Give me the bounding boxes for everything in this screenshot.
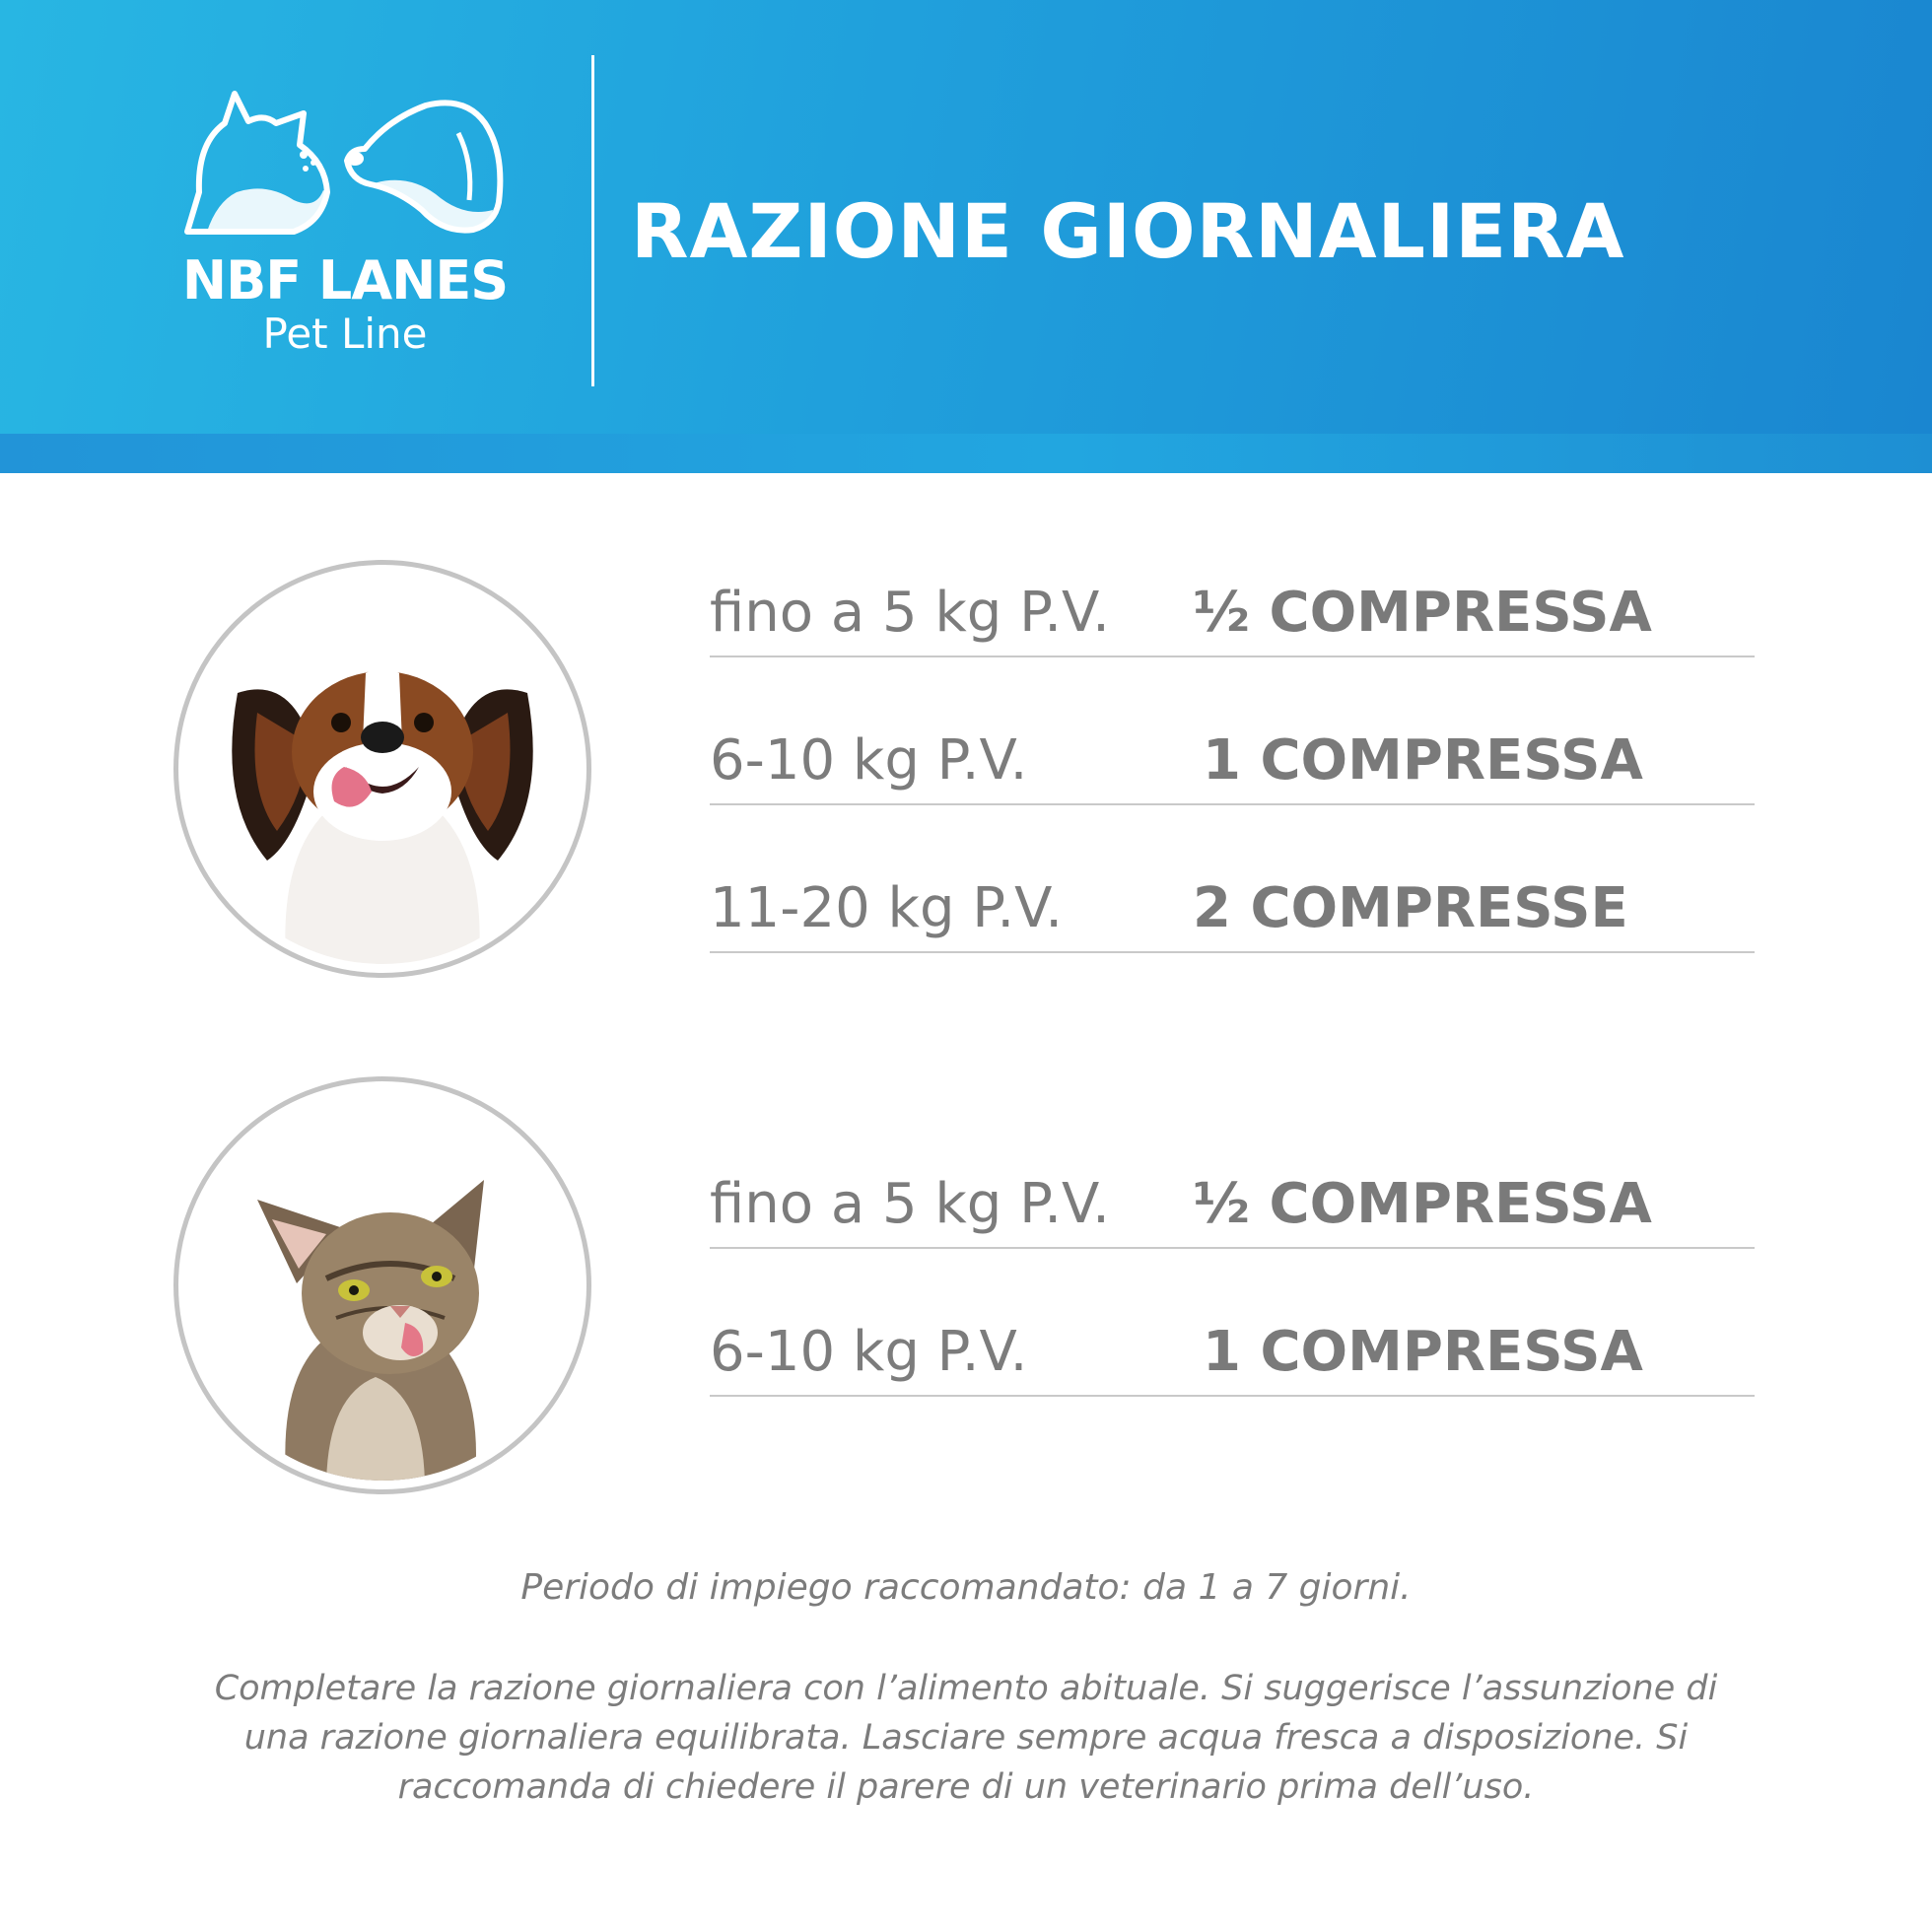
cat-dog-logo-icon bbox=[177, 84, 513, 242]
cat-dose-1: ½ COMPRESSA bbox=[1193, 1172, 1652, 1236]
cat-weight-2: 6-10 kg P.V. bbox=[710, 1320, 1028, 1384]
header-divider bbox=[591, 55, 594, 386]
brand-logo bbox=[168, 84, 522, 370]
dog-dose-3: 2 COMPRESSE bbox=[1193, 876, 1628, 940]
feeding-advice-note: Completare la razione giornaliera con l’alimento abituale. Si suggerisce l’assunzione di una razione giornaliera equilibrata. Lasciare sempre acqua fresca a disposizione. Si raccomanda di chiedere il parere di un veterinario prima dell’uso. bbox=[214, 1669, 1718, 1807]
dog-dose-1: ½ COMPRESSA bbox=[1193, 581, 1652, 645]
cat-dose-row-2 bbox=[710, 1316, 1755, 1397]
brand-name: NBF LANES bbox=[181, 249, 509, 311]
cat-weight-1: fino a 5 kg P.V. bbox=[710, 1172, 1110, 1236]
dog-dose-2: 1 COMPRESSA bbox=[1203, 728, 1643, 793]
dog-weight-1: fino a 5 kg P.V. bbox=[710, 581, 1110, 645]
dog-dose-row-1 bbox=[710, 577, 1755, 657]
dog-weight-2: 6-10 kg P.V. bbox=[710, 728, 1028, 793]
dog-photo bbox=[173, 560, 591, 978]
dog-weight-3: 11-20 kg P.V. bbox=[710, 876, 1064, 940]
page-title: RAZIONE GIORNALIERA bbox=[631, 187, 1625, 275]
header-banner bbox=[0, 0, 1932, 434]
header-band bbox=[0, 434, 1932, 473]
dog-dose-row-3 bbox=[710, 872, 1755, 953]
cat-dose-row-1 bbox=[710, 1168, 1755, 1249]
cat-illustration-icon bbox=[178, 1081, 586, 1489]
dog-illustration-icon bbox=[178, 565, 586, 973]
brand-subtitle: Pet Line bbox=[262, 310, 428, 358]
dog-dose-row-2 bbox=[710, 724, 1755, 805]
usage-period-note: Periodo di impiego raccomandato: da 1 a 7 giorni. bbox=[520, 1567, 1412, 1608]
cat-dose-2: 1 COMPRESSA bbox=[1203, 1320, 1643, 1384]
cat-photo bbox=[173, 1076, 591, 1494]
